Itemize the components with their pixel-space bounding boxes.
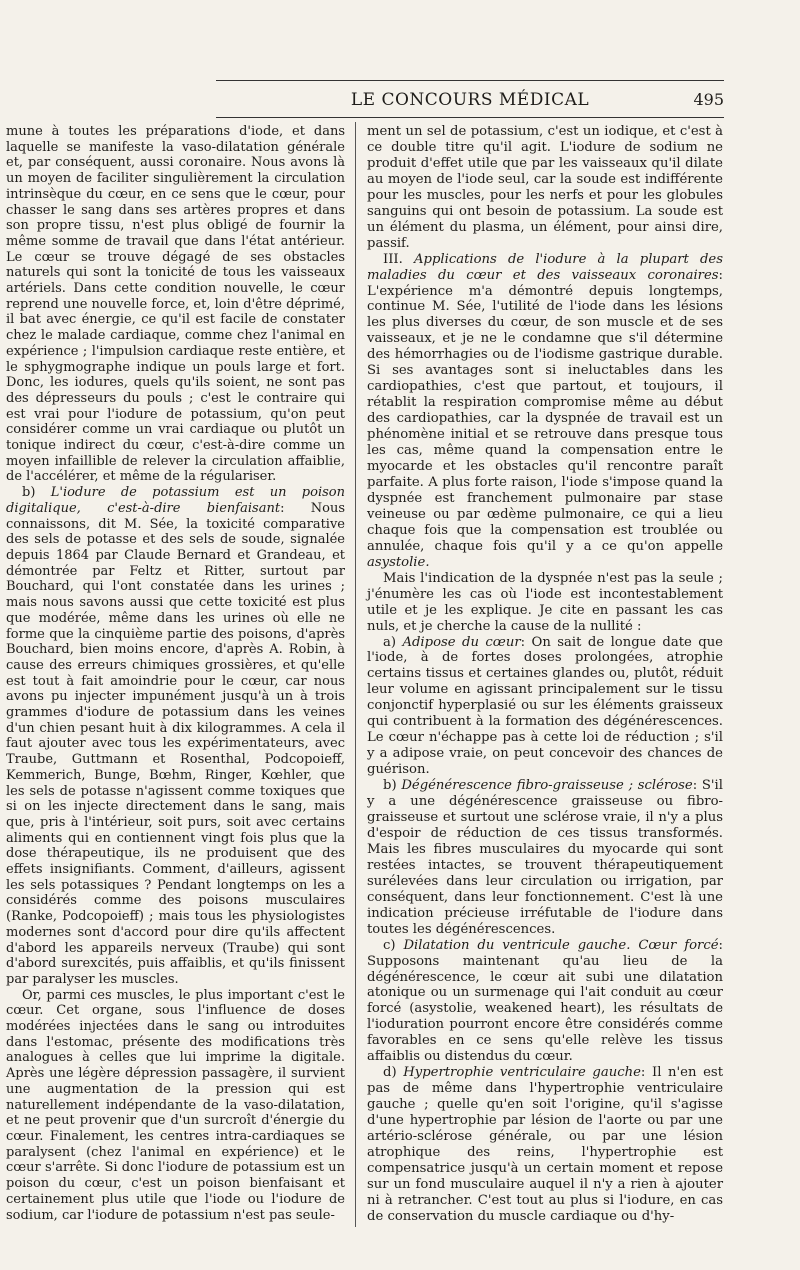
item-b: [367, 778, 723, 938]
section-heading-applications: Applications de l'iodure à la plupart des maladies du cœur et des vaisseaux coronaires: [367, 251, 723, 283]
item-c-label: c): [383, 937, 396, 953]
header-rule: [216, 117, 724, 118]
item-c-heading: Dilatation du ventricule gauche. Cœur forcé: [403, 937, 719, 953]
item-b-label: b): [383, 778, 397, 794]
asystolie-term: asystolie.: [367, 554, 430, 570]
right-paragraph-3: Mais l'indication de la dyspnée n'est pas la seule ; j'énumère les cas où l'iode est incontestablement utile et je les explique. Je cite en passant les cas nuls, et je cherche la cause de la nullité :: [367, 570, 723, 634]
item-d-label: d): [383, 1065, 397, 1081]
right-column: [367, 124, 723, 1225]
right-paragraph-2-text: : L'expérience m'a démontré depuis longtemps, continue M. Sée, l'utilité de l'iode dans les lésions les plus diverses du cœur, de son muscle et de ses vaisseaux, et je ne le condamne que s'il détermine des hémorrhagies ou de l'iodisme gastrique durable. Si ses avantages sont si ineluctables dans les cardiopathies, c'est que partout, et toujours, il rétablit la respiration compromise même au début des cardiopathies, car la dyspnée de travail est un phénomène initial et se retrouve dans presque tous les cas, même quand la compensation entre le myocarde et les obstacles qu'il rencontre paraît parfaite. A plus forte raison, l'iode s'impose quand la dyspnée est franchement pulmonaire par stase veineuse ou par œdème pulmonaire, ce qui a lieu chaque fois que la compensation est troublée ou annulée, chaque fois qu'il y a ce qu'on appelle: [367, 267, 723, 554]
item-d-text: : Il n'en est pas de même dans l'hypertrophie ventriculaire gauche ; quelle qu'en soit l'origine, qu'il s'agisse d'une hypertrophie par lésion de l'aorte ou par une artério-sclérose générale, ou par une lésion atrophique des reins, l'hypertrophie est compensatrice jusqu'à un certain moment et repose sur un fond musculaire auquel il n'y a rien à ajouter ni à retrancher. C'est tout au plus si l'iodure, en cas de conservation du muscle cardiaque ou d'hy-: [367, 1065, 723, 1224]
section-heading-digitalique: L'iodure de potassium est un poison digitalique, c'est-à-dire bienfaisant: [6, 485, 345, 516]
item-d: [367, 1065, 723, 1225]
left-paragraph-2-text: : Nous connaissons, dit M. Sée, la toxicité comparative des sels de potasse et des sels de soude, signalée depuis 1864 par Claude Bernard et Grandeau, et démontrée par Feltz et Ritter, surtout par Bouchard, qui l'ont constatée dans les urines ; mais nous savons aussi que cette toxicité est plus que modérée, même dans les urines où elle ne forme que la cinquième partie des poisons, d'après Bouchard, bien moins encore, d'après A. Robin, à cause des erreurs chimiques grossières, et qu'elle est tout à fait amoindrie pour le cœur, car nous avons pu injecter impunément jusqu'à un à trois grammes d'iodure de potassium dans les veines d'un chien pesant huit à dix kilogrammes. A cela il faut ajouter avec tous les expérimentateurs, avec Traube, Guttmann et Rosenthal, Podcopoieff, Kemmerich, Bunge, Bœhm, Ringer, Kœhler, que les sels de potasse n'agissent comme toxiques que si on les injecte directement dans le sang, mais que, pris à l'intérieur, soit purs, soit avec certains aliments qui en contiennent vingt fois plus que la dose thérapeutique, ils ne produisent que des effets insignifiants. Comment, d'ailleurs, agissent les sels potassiques ? Pendant longtemps on les a considérés comme des poisons musculaires (Ranke, Podcopoieff) ; mais tous les physiologistes modernes sont d'accord pour dire qu'ils affectent d'abord les appareils nerveux (Traube) qui sont d'abord surexcités, puis affaiblis, et qu'ils finissent par paralyser les muscles.: [6, 500, 346, 987]
journal-title: LE CONCOURS MÉDICAL: [350, 90, 590, 110]
right-paragraph-2: [367, 252, 723, 571]
left-paragraph-2: [6, 485, 345, 988]
left-column: [6, 124, 345, 1223]
item-c: [367, 938, 723, 1066]
page-header: [216, 90, 724, 116]
column-divider: [355, 122, 356, 1227]
item-b-heading: Dégénérescence fibro-graisseuse ; sclérose: [401, 778, 693, 794]
section-label-III: III.: [383, 251, 403, 267]
item-a-heading: Adipose du cœur: [402, 634, 521, 650]
item-d-heading: Hypertrophie ventriculaire gauche: [403, 1065, 641, 1081]
top-rule: [216, 80, 724, 81]
item-a-text: : On sait de longue date que l'iode, à de fortes doses prolongées, atrophie certains tissus et certaines glandes ou, plutôt, réduit leur volume en agissant principalement sur le tissu conjonctif hyperplasié ou sur les éléments graisseux qui contribuent à la formation des dégénérescences. Le cœur n'échappe pas à cette loi de réduction ; s'il y a adipose vraie, on peut concevoir des chances de guérison.: [367, 634, 723, 778]
item-b-text: : S'il y a une dégénérescence graisseuse ou fibro-graisseuse et surtout une sclérose vraie, il n'y a plus d'espoir de réduction de ces tissus transformés. Mais les fibres musculaires du myocarde qui sont restées intactes, se trouvent thérapeutiquement surélevées dans leur circulation ou irrigation, par conséquent, dans leur fonctionnement. C'est là une indication précieuse irréfutable de l'iodure dans toutes les dégénérescences.: [367, 778, 723, 937]
left-paragraph-3: Or, parmi ces muscles, le plus important c'est le cœur. Cet organe, sous l'influence de doses modérées injectées dans le sang ou introduites dans l'estomac, présente des modifications très analogues à celles que lui imprime la digitale. Après une légère dépression passagère, il survient une augmentation de la pression qui est naturellement indépendante de la vaso-dilatation, et ne peut provenir que d'un surcroît d'énergie du cœur. Finalement, les centres intra-cardiaques se paralysent (chez l'animal en expérience) et le cœur s'arrête. Si donc l'iodure de potassium est un poison du cœur, c'est un poison bienfaisant et certainement plus utile que l'iode ou l'iodure de sodium, car l'iodure de potassium n'est pas seule-: [6, 987, 345, 1223]
item-a: [367, 635, 723, 779]
item-c-text: : Supposons maintenant qu'au lieu de la dégénérescence, le cœur ait subi une dilatation atonique ou un surmenage qui l'ait conduit au cœur forcé (asystolie, weakened heart), les résultats de l'ioduration pourront encore être considérés comme favorables en ce sens qu'elle relève les tissus affaiblis ou distendus du cœur.: [367, 937, 723, 1065]
right-paragraph-1: ment un sel de potassium, c'est un iodique, et c'est à ce double titre qu'il agit. L'iodure de sodium ne produit d'effet utile que par les vaisseaux qu'il dilate au moyen de l'iode seul, car la soude est indifférente pour les muscles, pour les nerfs et pour les globules sanguins qui ont besoin de potassium. La soude est un élément du plasma, un élément, pour ainsi dire, passif.: [367, 124, 723, 251]
item-a-label: a): [383, 634, 397, 650]
page-number: 495: [693, 90, 724, 109]
section-label-b: b): [22, 485, 36, 501]
left-paragraph-1: mune à toutes les préparations d'iode, et dans laquelle se manifeste la vaso-dilatation générale et, par conséquent, aussi coronaire. Nous avons là un moyen de faciliter singulièrement la circulation intrinsèque du cœur, en ce sens que le cœur, pour chasser le sang dans ses artères propres et dans son propre tissu, n'est plus obligé de fournir la même somme de travail que dans l'état antérieur. Le cœur se trouve dégagé de ses obstacles naturels qui sont la tonicité de tous les vaisseaux artériels. Dans cette condition nouvelle, le cœur reprend une nouvelle force, et, loin d'être déprimé, il bat avec énergie, ce qu'il est facile de constater chez le malade cardiaque, comme chez l'animal en expérience ; l'impulsion cardiaque reste entière, et le sphygmographe indique un pouls large et fort. Donc, les iodures, quels qu'ils soient, ne sont pas des dépresseurs du pouls ; c'est le contraire qui est vrai pour l'iodure de potassium, qu'on peut considérer comme un vrai cardiaque ou plutôt un tonique indirect du cœur, c'est-à-dire comme un moyen infaillible de relever la circulation affaiblie, de l'accélérer, et même de la régulariser.: [6, 124, 345, 485]
